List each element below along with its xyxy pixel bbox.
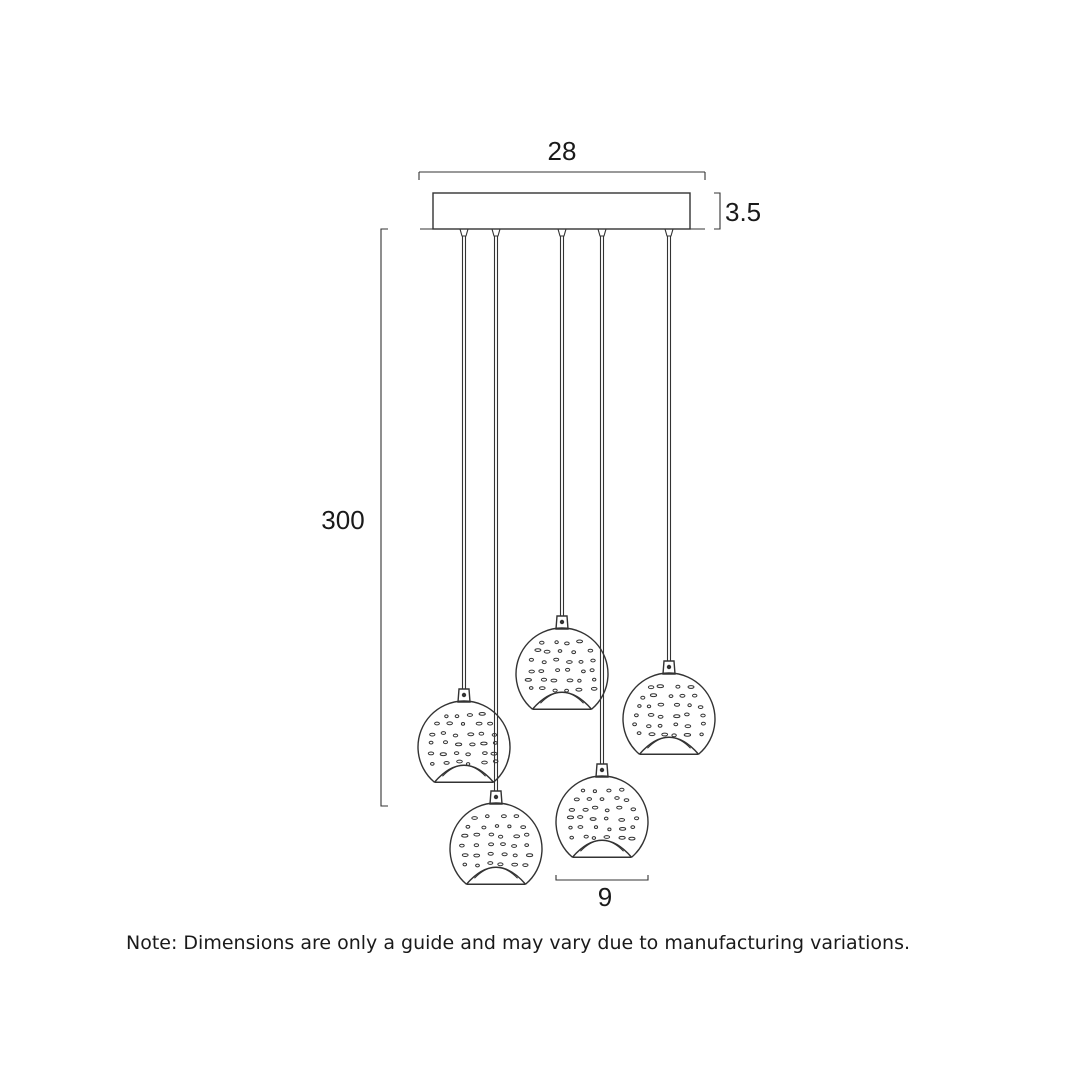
cord-grip-3 bbox=[558, 229, 566, 236]
shade-inner-arc2-4 bbox=[580, 840, 623, 851]
shade-perforations-3 bbox=[525, 640, 597, 692]
width-dimension bbox=[419, 136, 705, 180]
shade-inner-arc-4 bbox=[572, 840, 631, 857]
canopy-height-label: 3.5 bbox=[725, 197, 762, 227]
cord-grip-4 bbox=[598, 229, 606, 236]
pendant-shade-1 bbox=[418, 689, 510, 782]
cord-5 bbox=[665, 229, 673, 661]
drop-dimension bbox=[321, 229, 388, 806]
cord-grip-2 bbox=[492, 229, 500, 236]
shade-globe-4 bbox=[556, 776, 648, 857]
pendant-shade-5 bbox=[623, 661, 715, 754]
shade-perforations-5 bbox=[633, 685, 706, 737]
shade-perforations-2 bbox=[460, 815, 533, 867]
drop-label: 300 bbox=[321, 505, 365, 535]
pendant-shade-4 bbox=[556, 764, 648, 857]
cord-grip-1 bbox=[460, 229, 468, 236]
shade-inner-arc2-2 bbox=[474, 867, 517, 878]
pendant-shade-3 bbox=[516, 616, 608, 709]
ceiling-canopy bbox=[420, 193, 705, 229]
shade-inner-arc2-3 bbox=[540, 692, 583, 703]
shade-diameter-label: 9 bbox=[597, 882, 613, 912]
shade-inner-arc-3 bbox=[532, 692, 591, 709]
shade-diameter-dimension bbox=[556, 875, 648, 912]
width-label: 28 bbox=[547, 136, 577, 166]
shade-inner-arc2-1 bbox=[442, 765, 485, 776]
cord-2 bbox=[492, 229, 500, 791]
cord-4 bbox=[598, 229, 606, 764]
cord-grip-5 bbox=[665, 229, 673, 236]
shade-perforations-4 bbox=[567, 788, 638, 840]
pendant-shade-2 bbox=[450, 791, 542, 884]
shade-inner-arc-2 bbox=[466, 867, 525, 884]
shade-inner-arc-1 bbox=[434, 765, 493, 782]
dimensions-note: Note: Dimensions are only a guide and may vary due to manufacturing variations. bbox=[126, 932, 911, 954]
cord-1 bbox=[460, 229, 468, 689]
shade-inner-arc2-5 bbox=[647, 737, 690, 748]
canopy-height-dimension bbox=[714, 193, 761, 229]
cord-3 bbox=[558, 229, 566, 616]
shade-inner-arc-5 bbox=[639, 737, 698, 754]
shade-perforations-1 bbox=[428, 713, 498, 766]
shade-globe-3 bbox=[516, 628, 608, 709]
